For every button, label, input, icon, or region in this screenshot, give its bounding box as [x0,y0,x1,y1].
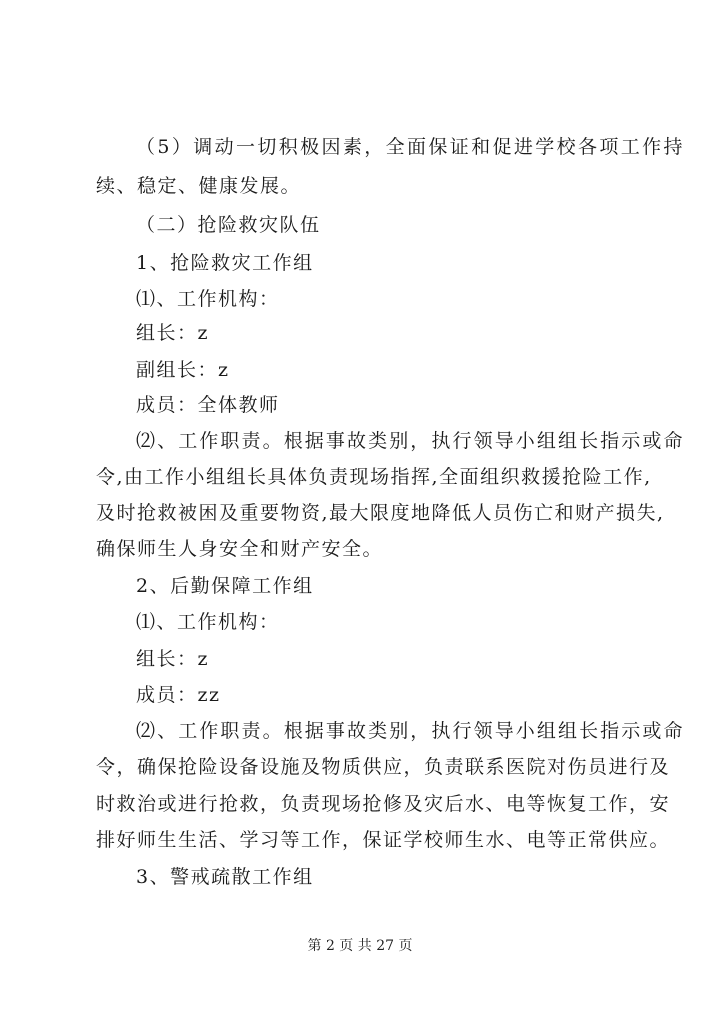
member-line: 组长：z [136,648,210,670]
member-line: 组长：z [136,322,210,344]
subsection-heading: 1、抢险救灾工作组 [136,252,314,274]
page-number-footer: 第 2 页 共 27 页 [307,938,413,954]
member-line: 成员：zz [136,684,221,706]
section-heading: （二）抢险救灾队伍 [136,214,321,236]
paragraph-line: ⑵、工作职责。根据事故类别，执行领导小组组长指示或命 [136,430,684,452]
subsection-heading: 2、后勤保障工作组 [136,575,314,597]
paragraph-line: 续、稳定、健康发展。 [96,175,302,197]
item-heading: ⑴、工作机构： [136,611,280,633]
paragraph-line: 时救治或进行抢救，负责现场抢修及灾后水、电等恢复工作，安 [96,793,671,815]
paragraph-line: 令,由工作小组组长具体负责现场指挥,全面组织救援抢险工作, [96,466,652,488]
member-line: 成员：全体教师 [136,394,280,416]
paragraph-line: ⑵、工作职责。根据事故类别，执行领导小组组长指示或命 [136,720,684,742]
subsection-heading: 3、警戒疏散工作组 [136,866,314,888]
paragraph-line: （5）调动一切积极因素，全面保证和促进学校各项工作持 [136,136,684,158]
paragraph-line: 及时抢救被困及重要物资,最大限度地降低人员伤亡和财产损失, [96,502,665,524]
paragraph-line: 确保师生人身安全和财产安全。 [96,538,384,560]
paragraph-line: 排好师生生活、学习等工作，保证学校师生水、电等正常供应。 [96,829,671,851]
member-line: 副组长：z [136,359,230,381]
paragraph-line: 令，确保抢险设备设施及物质供应，负责联系医院对伤员进行及 [96,756,671,778]
item-heading: ⑴、工作机构： [136,288,280,310]
